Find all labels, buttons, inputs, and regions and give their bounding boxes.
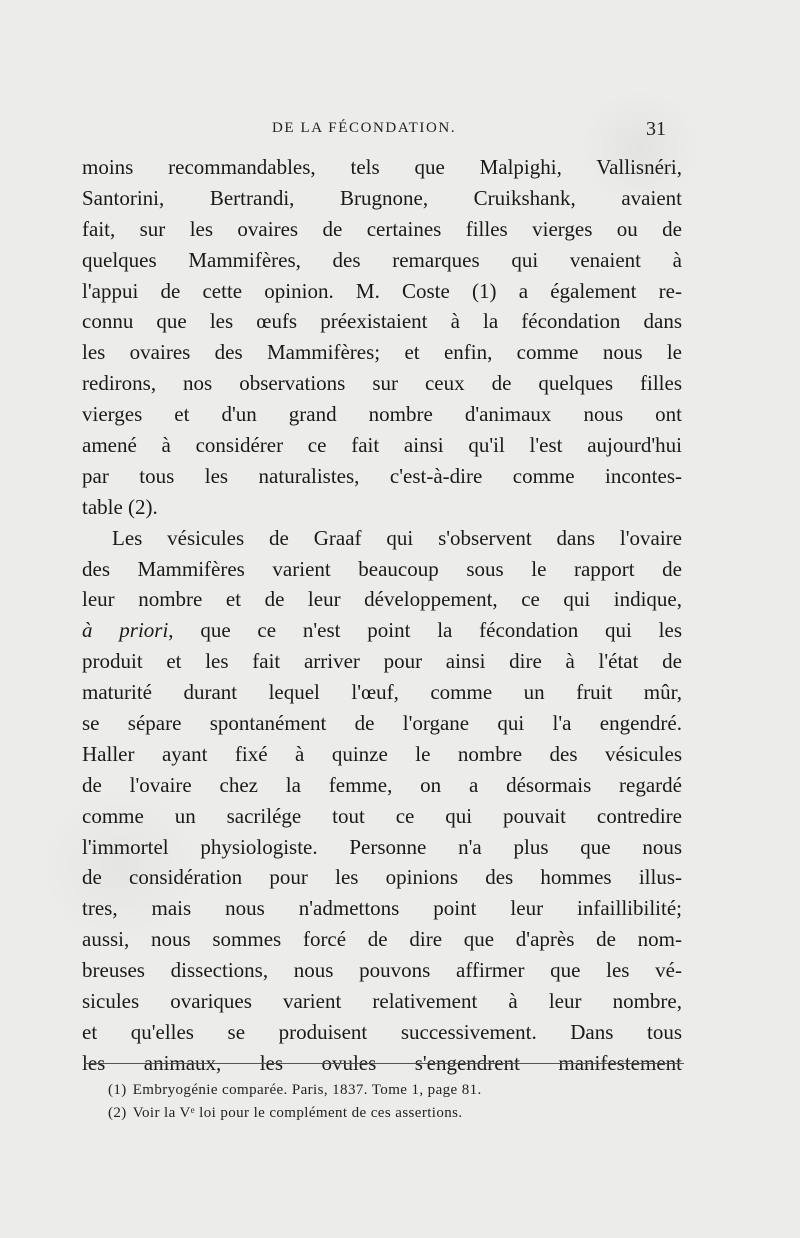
text-line: produit et les fait arriver pour ainsi dire à l'état de [82, 649, 682, 674]
paragraph [82, 523, 682, 1079]
text-line: de considération pour les opinions des hommes illus- [82, 865, 682, 890]
text-line: tres, mais nous n'admettons point leur infaillibilité; [82, 896, 682, 921]
text-line: de l'ovaire chez la femme, on a désormais regardé [82, 772, 682, 797]
text-line: se sépare spontanément de l'organe qui l'a engendré. [82, 711, 682, 736]
text-line: maturité durant lequel l'œuf, comme un fruit mûr, [82, 680, 682, 705]
text-line: par tous les naturalistes, c'est-à-dire comme incontes- [82, 463, 682, 488]
text-line: Haller ayant fixé à quinze le nombre des vésicules [82, 741, 682, 766]
text-line: et qu'elles se produisent successivement. Dans tous [82, 1019, 682, 1044]
running-title: DE LA FÉCONDATION. [272, 120, 457, 136]
text-line: Santorini, Bertrandi, Brugnone, Cruikshank, avaient [82, 185, 682, 210]
text-line: comme un sacrilége tout ce qui pouvait contredire [82, 803, 682, 828]
text-line [82, 615, 682, 646]
text-line: Les vésicules de Graaf qui s'observent dans l'ovaire [112, 525, 682, 550]
text-line: les ovaires des Mammifères; et enfin, comme nous le [82, 340, 682, 365]
text-line: l'immortel physiologiste. Personne n'a plus que nous [82, 834, 682, 859]
footnote [108, 1079, 668, 1102]
text-line: des Mammifères varient beaucoup sous le rapport de [82, 556, 682, 581]
italic-phrase: à priori [82, 618, 169, 643]
footnote [108, 1102, 668, 1125]
text-line: quelques Mammifères, des remarques qui venaient à [82, 247, 682, 272]
footnote-text: Voir la Vᵉ loi pour le complément de ces assertions. [132, 1105, 463, 1121]
text-line: amené à considérer ce fait ainsi qu'il l'est aujourd'hui [82, 433, 682, 458]
text-line: vierges et d'un grand nombre d'animaux nous ont [82, 402, 682, 427]
footnote-mark: (2) [108, 1105, 127, 1121]
text-line: aussi, nous sommes forcé de dire que d'après de nom- [82, 927, 682, 952]
footnote-text: Embryogénie comparée. Paris, 1837. Tome 1, page 81. [132, 1082, 482, 1098]
text-line: connu que les œufs préexistaient à la fécondation dans [82, 309, 682, 334]
text-line: redirons, nos observations sur ceux de quelques filles [82, 371, 682, 396]
footnotes [108, 1079, 668, 1125]
text-line: leur nombre et de leur développement, ce qui indique, [82, 587, 682, 612]
text-line: l'appui de cette opinion. M. Coste (1) a également re- [82, 278, 682, 303]
text-fragment: , que ce n'est point la fécondation qui les [168, 618, 682, 643]
text-line: table (2). [82, 494, 158, 519]
page-number: 31 [646, 118, 666, 140]
main-text [82, 152, 682, 1079]
footnote-mark: (1) [108, 1082, 127, 1098]
paragraph [82, 152, 682, 523]
running-header [0, 118, 800, 142]
text-line: moins recommandables, tels que Malpighi, Vallisnéri, [82, 155, 682, 179]
footnote-divider [84, 1063, 684, 1064]
text-line: sicules ovariques varient relativement à leur nombre, [82, 989, 682, 1014]
text-line: les animaux, les ovules s'engendrent manifestement [82, 1050, 682, 1075]
text-line: breuses dissections, nous pouvons affirmer que les vé- [82, 958, 682, 983]
text-line: fait, sur les ovaires de certaines filles vierges ou de [82, 216, 682, 241]
